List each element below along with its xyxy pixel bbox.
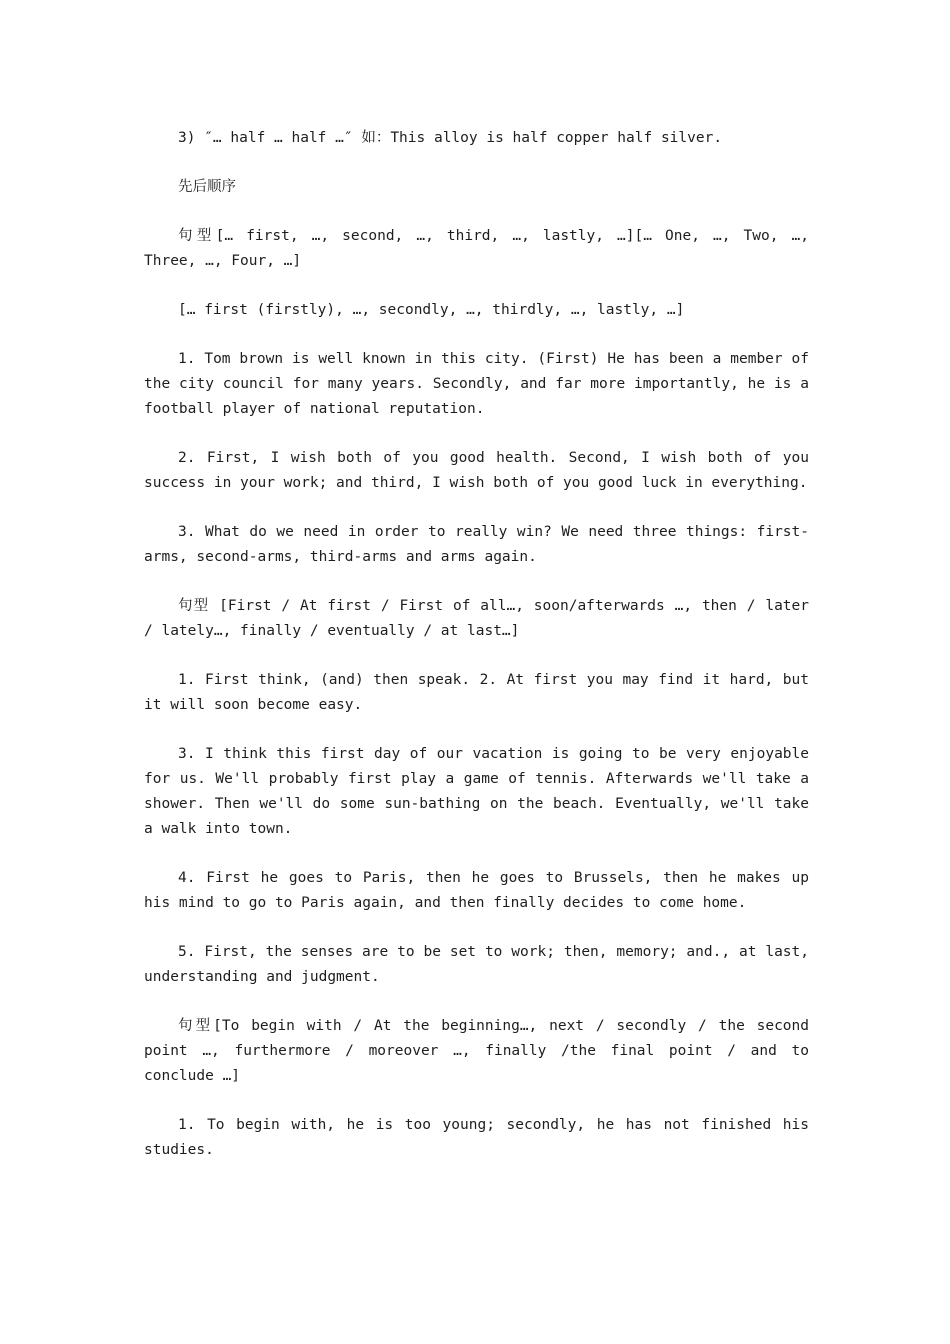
example-tom-brown: 1. Tom brown is well known in this city. (First) He has been a member of the city council for many years. Secondly, and far more importantly, he is a football player of national reputation.	[144, 351, 809, 417]
pattern-to-begin-with: 句型[To begin with / At the beginning…, next / secondly / the second point …, furthermore / moreover …, finally /the final point / and to conclude …]	[144, 1018, 809, 1084]
example-think-then-speak: 1. First think, (and) then speak. 2. At first you may find it hard, but it will soon become easy.	[144, 672, 809, 713]
pattern-first-at-first: 句型 [First / At first / First of all…, soon/afterwards …, then / later / lately…, finally / eventually / at last…]	[144, 598, 809, 639]
example-too-young: 1. To begin with, he is too young; secondly, he has not finished his studies.	[144, 1117, 809, 1158]
example-good-health: 2. First, I wish both of you good health. Second, I wish both of you success in your work; and third, I wish both of you good luck in everything.	[144, 450, 809, 491]
document-body	[144, 126, 809, 1187]
example-senses: 5. First, the senses are to be set to work; then, memory; and., at last, understanding and judgment.	[144, 944, 809, 985]
paragraph-half-half-example: 3) ″… half … half …″ 如：This alloy is half copper half silver.	[178, 130, 723, 146]
section-heading-sequence: 先后顺序	[178, 179, 236, 195]
pattern-first-second-third: 句型[… first, …, second, …, third, …, lastly, …][… One, …, Two, …, Three, …, Four, …]	[144, 228, 809, 269]
pattern-firstly-secondly: [… first (firstly), …, secondly, …, thirdly, …, lastly, …]	[178, 302, 685, 318]
example-paris-brussels: 4. First he goes to Paris, then he goes to Brussels, then he makes up his mind to go to Paris again, and then finally decides to come home.	[144, 870, 809, 911]
example-vacation: 3. I think this first day of our vacation is going to be very enjoyable for us. We'll probably first play a game of tennis. Afterwards we'll take a shower. Then we'll do some sun-bathing on the beach. Eventually, we'll take a walk into town.	[144, 746, 809, 837]
example-arms: 3. What do we need in order to really win? We need three things: first-arms, second-arms, third-arms and arms again.	[144, 524, 809, 565]
